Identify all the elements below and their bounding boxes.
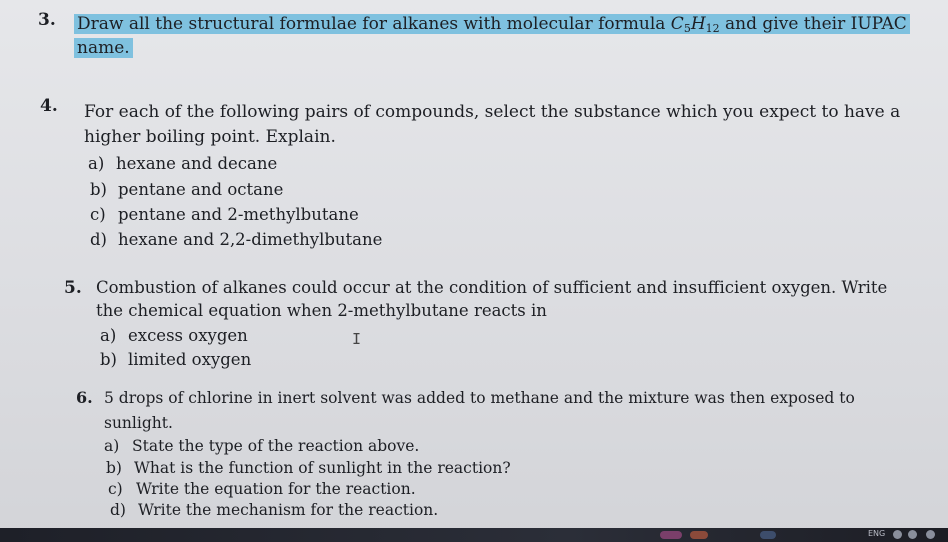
volume-icon[interactable] (908, 530, 917, 539)
question-6-number: 6. (76, 388, 93, 407)
question-6-line-2: sunlight. (104, 414, 173, 432)
question-3-line-2: name. (74, 36, 133, 60)
question-4-option-a: a) hexane and decane (88, 154, 278, 173)
question-3 (38, 8, 938, 62)
question-4-option-c: c) pentane and 2-methylbutane (90, 205, 359, 224)
question-5 (64, 276, 944, 376)
taskbar-app-icon[interactable] (690, 531, 708, 539)
question-4-option-d: d) hexane and 2,2-dimethylbutane (90, 230, 383, 249)
question-3-line-1 (74, 12, 910, 41)
question-4-line-2: higher boiling point. Explain. (84, 127, 336, 147)
question-5-option-a: a) excess oxygen (100, 326, 248, 345)
language-indicator[interactable]: ENG (868, 529, 886, 538)
question-4-number: 4. (40, 96, 58, 116)
formula-h-subscript: 12 (705, 22, 720, 35)
taskbar (0, 528, 948, 542)
question-6 (76, 386, 946, 526)
formula-c: C (670, 14, 684, 34)
battery-icon[interactable] (926, 530, 935, 539)
question-5-line-2: the chemical equation when 2-methylbutane reacts in (96, 301, 547, 320)
question-6-option-d: d) Write the mechanism for the reaction. (110, 501, 439, 519)
taskbar-app-icon[interactable] (660, 531, 682, 539)
question-4-option-b: b) pentane and octane (90, 180, 284, 199)
question-4-line-1: For each of the following pairs of compounds, select the substance which you expect to have a (84, 102, 901, 122)
formula-h: H (690, 14, 706, 34)
question-4 (40, 94, 940, 254)
question-3-number: 3. (38, 10, 56, 30)
question-6-option-b: b) What is the function of sunlight in the reaction? (106, 459, 511, 477)
question-3-highlight: Draw all the structural formulae for alkanes with molecular formula $C_5H_{12}$ and give their IUPAC (74, 14, 910, 34)
question-5-line-1: Combustion of alkanes could occur at the condition of sufficient and insufficient oxygen. Write (96, 278, 888, 297)
question-6-option-c: c) Write the equation for the reaction. (108, 480, 416, 498)
taskbar-app-icon[interactable] (760, 531, 776, 539)
text-cursor-icon: I (352, 330, 362, 348)
formula-c-subscript: 5 (683, 22, 691, 35)
question-5-option-b: b) limited oxygen (100, 350, 252, 369)
question-6-line-1: 5 drops of chlorine in inert solvent was added to methane and the mixture was then exposed to (104, 389, 855, 407)
question-5-number: 5. (64, 278, 82, 298)
wifi-icon[interactable] (893, 530, 902, 539)
question-6-option-a: a) State the type of the reaction above. (104, 437, 420, 455)
